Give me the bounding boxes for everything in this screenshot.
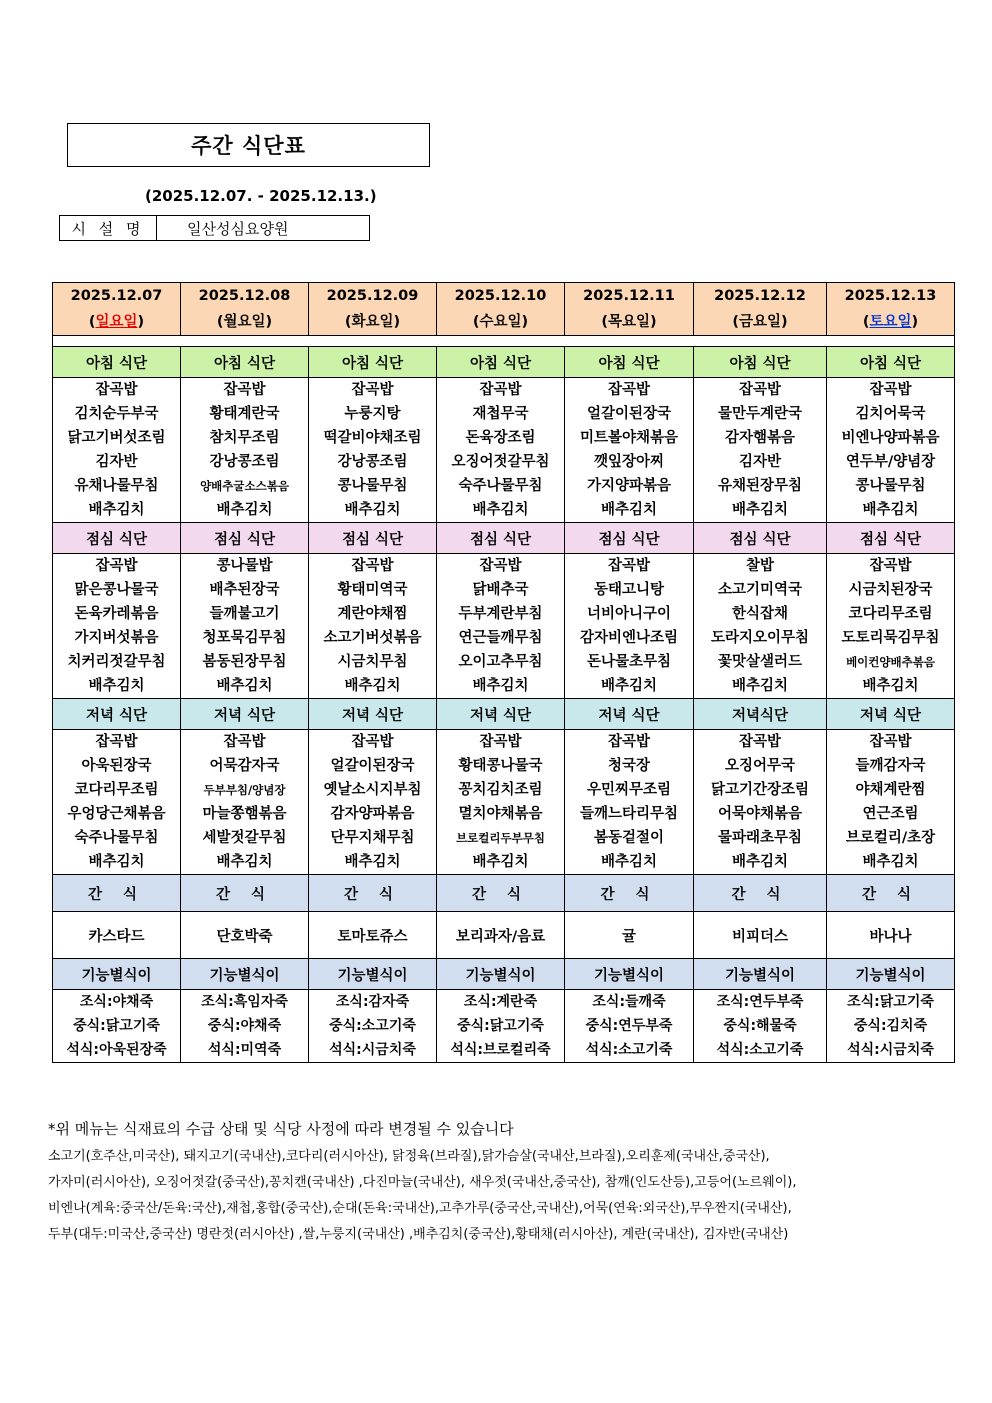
weekly-menu-table <box>52 282 955 1063</box>
lunch-menu-item: 계란야채찜 <box>337 606 408 622</box>
notes-line: 소고기(호주산,미국산), 돼지고기(국내산),코다리(러시아산), 닭정육(브라질),닭가슴살(국내산,브라질),오리훈제(국내산,중국산), <box>48 1149 770 1164</box>
breakfast-menu-item: 배추김치 <box>216 502 273 518</box>
weekday-label: 토요일 <box>869 314 912 330</box>
dinner-menu-item: 잡곡밥 <box>351 734 394 750</box>
dinner-header: 저녁 식단 <box>53 699 181 730</box>
date-cell <box>565 283 694 336</box>
date-cell <box>827 283 955 336</box>
dinner-menu-item: 꽁치김치조림 <box>458 782 543 798</box>
breakfast-menu-item: 콩나물무침 <box>855 478 926 494</box>
breakfast-menu-item: 깻잎장아찌 <box>593 454 665 470</box>
breakfast-header: 아침 식단 <box>827 347 955 378</box>
paren-open: ( <box>344 314 352 330</box>
snack-item: 토마토쥬스 <box>309 912 437 959</box>
paren-open: ( <box>732 314 739 330</box>
dinner-header: 저녁식단 <box>694 699 827 730</box>
facility-name: 일산성심요양원 <box>187 219 289 238</box>
dinner-menu-item: 배추김치 <box>88 854 145 870</box>
snack-header: 간 식 <box>437 875 565 912</box>
func-diet-header: 기능별식이 <box>309 959 437 990</box>
breakfast-header: 아침 식단 <box>437 347 565 378</box>
dinner-menu-cell <box>53 730 181 875</box>
lunch-header: 점심 식단 <box>827 523 955 554</box>
breakfast-menu-item: 양배추굴소스볶음 <box>200 479 289 493</box>
snack-item: 카스타드 <box>53 912 181 959</box>
lunch-header: 점심 식단 <box>181 523 309 554</box>
breakfast-menu-item: 김자반 <box>738 454 782 470</box>
lunch-menu-item: 잡곡밥 <box>479 558 522 574</box>
lunch-menu-item: 배추김치 <box>731 678 789 694</box>
breakfast-menu-cell <box>181 378 309 523</box>
func-diet-item: 중식:닭고기죽 <box>73 1018 160 1034</box>
func-diet-item: 중식:김치죽 <box>853 1018 928 1034</box>
lunch-menu-item: 배추김치 <box>600 678 658 694</box>
breakfast-menu-item: 잡곡밥 <box>223 382 266 398</box>
breakfast-header: 아침 식단 <box>309 347 437 378</box>
dinner-menu-item: 오징어무국 <box>724 758 796 774</box>
paren-open: ( <box>601 314 608 330</box>
breakfast-menu-item: 참치무조림 <box>209 430 280 446</box>
lunch-menu-item: 닭배추국 <box>472 582 529 598</box>
lunch-header: 점심 식단 <box>565 523 694 554</box>
date-label: 2025.12.11 <box>583 288 675 304</box>
lunch-menu-item: 돈나물초무침 <box>586 654 672 670</box>
dinner-menu-item: 배추김치 <box>862 854 919 870</box>
dinner-menu-item: 들깨감자국 <box>855 758 926 774</box>
breakfast-menu-item: 콩나물무침 <box>337 478 408 494</box>
lunch-menu-item: 잡곡밥 <box>869 558 912 574</box>
breakfast-header: 아침 식단 <box>565 347 694 378</box>
dinner-menu-cell <box>565 730 694 875</box>
dinner-menu-item: 세발젓갈무침 <box>202 830 287 846</box>
breakfast-menu-item: 잡곡밥 <box>479 382 522 398</box>
lunch-menu-item: 감자비엔나조림 <box>579 630 679 646</box>
date-label: 2025.12.10 <box>454 288 547 304</box>
lunch-header: 점심 식단 <box>694 523 827 554</box>
date-cell <box>181 283 309 336</box>
breakfast-menu-item: 얼갈이된장국 <box>586 406 672 422</box>
weekday-label: 금요일 <box>738 314 782 330</box>
dinner-menu-item: 들깨느타리무침 <box>579 806 679 822</box>
breakfast-menu-item: 물만두계란국 <box>717 406 803 422</box>
dinner-menu-item: 어묵감자국 <box>209 758 280 774</box>
func-diet-cell <box>309 990 437 1063</box>
dinner-menu-item: 연근조림 <box>862 806 919 822</box>
func-diet-item: 조식:감자죽 <box>335 994 410 1010</box>
func-diet-header: 기능별식이 <box>827 959 955 990</box>
func-diet-cell <box>53 990 181 1063</box>
func-diet-item: 조식:흑임자죽 <box>201 994 288 1010</box>
breakfast-menu-item: 황태계란국 <box>209 406 280 422</box>
breakfast-menu-item: 떡갈비야채조림 <box>323 430 422 446</box>
weekday-label: 목요일 <box>607 314 651 330</box>
dinner-menu-item: 닭고기간장조림 <box>710 782 810 798</box>
weekday-label: 화요일 <box>351 314 394 330</box>
date-label: 2025.12.07 <box>70 288 163 304</box>
func-diet-header: 기능별식이 <box>181 959 309 990</box>
lunch-menu-cell <box>827 554 955 699</box>
breakfast-menu-item: 비엔나양파볶음 <box>841 430 940 446</box>
dinner-menu-item: 감자양파볶음 <box>330 806 415 822</box>
notes-line: 가자미(러시아산), 오징어젓갈(중국산),꽁치캔(국내산) ,다진마늘(국내산), 새우젓(국내산,중국산), 참깨(인도산등),고등어(노르웨이), <box>48 1175 797 1190</box>
lunch-menu-item: 청포묵김무침 <box>202 630 287 646</box>
dinner-menu-cell <box>827 730 955 875</box>
dinner-menu-item: 멸치야채볶음 <box>458 806 543 822</box>
notes-heading: *위 메뉴는 식재료의 수급 상태 및 식당 사정에 따라 변경될 수 있습니다 <box>48 1120 514 1138</box>
lunch-menu-item: 잡곡밥 <box>95 558 138 574</box>
paren-close: ) <box>521 314 529 330</box>
breakfast-menu-item: 숙주나물무침 <box>458 478 543 494</box>
breakfast-menu-item: 강낭콩조림 <box>209 454 280 470</box>
paren-close: ) <box>265 314 273 330</box>
page-title: 주간 식단표 <box>67 123 430 167</box>
func-diet-item: 석식:시금치죽 <box>329 1042 416 1058</box>
func-diet-item: 중식:연두부죽 <box>585 1018 673 1034</box>
lunch-menu-item: 오이고추무침 <box>458 654 543 670</box>
func-diet-item: 석식:아욱된장죽 <box>66 1042 167 1058</box>
breakfast-menu-cell <box>53 378 181 523</box>
notes-line: 비엔나(계육:중국산/돈육:국산),재첩,홍합(중국산),순대(돈육:국내산),고추가루(중국산,국내산),어묵(연육:외국산),무우짠지(국내산), <box>48 1201 792 1216</box>
func-diet-cell <box>437 990 565 1063</box>
dinner-menu-item: 배추김치 <box>731 854 789 870</box>
lunch-menu-item: 잡곡밥 <box>351 558 394 574</box>
breakfast-menu-item: 배추김치 <box>344 502 401 518</box>
dinner-menu-item: 옛날소시지부침 <box>323 782 422 798</box>
snack-item: 귤 <box>565 912 694 959</box>
lunch-menu-cell <box>437 554 565 699</box>
breakfast-menu-item: 재첩무국 <box>472 406 529 422</box>
breakfast-menu-item: 돈육장조림 <box>465 430 536 446</box>
dinner-menu-item: 잡곡밥 <box>869 734 912 750</box>
dinner-menu-item: 배추김치 <box>344 854 401 870</box>
breakfast-menu-item: 미트볼야채볶음 <box>579 430 679 446</box>
snack-item: 바나나 <box>827 912 955 959</box>
snack-header: 간 식 <box>181 875 309 912</box>
lunch-menu-item: 시금치된장국 <box>848 582 933 598</box>
lunch-menu-item: 도토리묵김무침 <box>841 630 940 646</box>
breakfast-menu-cell <box>565 378 694 523</box>
lunch-menu-item: 코다리무조림 <box>848 606 933 622</box>
dinner-menu-item: 배추김치 <box>472 854 529 870</box>
lunch-menu-item: 도라지오이무침 <box>710 630 810 646</box>
dinner-menu-item: 잡곡밥 <box>95 734 138 750</box>
lunch-menu-item: 돈육카레볶음 <box>74 606 159 622</box>
date-label: 2025.12.09 <box>326 288 419 304</box>
dinner-menu-item: 숙주나물무침 <box>74 830 159 846</box>
lunch-menu-item: 한식잡채 <box>731 606 789 622</box>
breakfast-header: 아침 식단 <box>694 347 827 378</box>
snack-item: 비피더스 <box>694 912 827 959</box>
date-label: 2025.12.13 <box>844 288 937 304</box>
dinner-menu-item: 잡곡밥 <box>738 734 782 750</box>
dinner-menu-cell <box>309 730 437 875</box>
lunch-menu-item: 찰밥 <box>745 558 774 574</box>
lunch-menu-item: 배추김치 <box>472 678 529 694</box>
paren-close: ) <box>650 314 657 330</box>
lunch-header: 점심 식단 <box>53 523 181 554</box>
snack-item: 보리과자/음료 <box>437 912 565 959</box>
paren-open: ( <box>88 314 96 330</box>
dinner-header: 저녁 식단 <box>309 699 437 730</box>
weekday-label: 수요일 <box>479 314 522 330</box>
func-diet-item: 조식:닭고기죽 <box>847 994 934 1010</box>
dinner-menu-item: 봄동겉절이 <box>593 830 665 846</box>
date-cell <box>437 283 565 336</box>
func-diet-cell <box>181 990 309 1063</box>
dinner-header: 저녁 식단 <box>827 699 955 730</box>
lunch-menu-item: 황태미역국 <box>337 582 408 598</box>
paren-close: ) <box>781 314 788 330</box>
dinner-menu-item: 어묵야채볶음 <box>717 806 803 822</box>
dinner-menu-item: 배추김치 <box>600 854 658 870</box>
snack-header: 간 식 <box>53 875 181 912</box>
func-diet-cell <box>694 990 827 1063</box>
breakfast-menu-item: 배추김치 <box>88 502 145 518</box>
lunch-menu-item: 베이컨양배추볶음 <box>846 655 935 669</box>
func-diet-item: 석식:소고기죽 <box>585 1042 673 1058</box>
paren-open: ( <box>862 314 870 330</box>
date-cell <box>309 283 437 336</box>
date-row <box>53 283 955 336</box>
func-diet-cell <box>565 990 694 1063</box>
paren-close: ) <box>911 314 919 330</box>
dinner-menu-cell <box>694 730 827 875</box>
breakfast-menu-item: 잡곡밥 <box>607 382 651 398</box>
breakfast-menu-item: 배추김치 <box>472 502 529 518</box>
dinner-header: 저녁 식단 <box>565 699 694 730</box>
facility-box <box>59 215 370 241</box>
lunch-menu-cell <box>565 554 694 699</box>
breakfast-menu-cell <box>827 378 955 523</box>
lunch-header: 점심 식단 <box>309 523 437 554</box>
dinner-menu-item: 우엉당근채볶음 <box>67 806 166 822</box>
breakfast-menu-item: 유채된장무침 <box>717 478 803 494</box>
breakfast-menu-item: 가지양파볶음 <box>586 478 672 494</box>
lunch-menu-item: 소고기버섯볶음 <box>323 630 422 646</box>
dinner-header: 저녁 식단 <box>181 699 309 730</box>
dinner-menu-item: 잡곡밥 <box>607 734 651 750</box>
date-label: 2025.12.08 <box>198 288 291 304</box>
breakfast-menu-item: 닭고기버섯조림 <box>67 430 166 446</box>
lunch-menu-item: 배추김치 <box>216 678 273 694</box>
weekday-label: 일요일 <box>95 314 138 330</box>
lunch-menu-item: 배추김치 <box>88 678 145 694</box>
snack-item: 단호박죽 <box>181 912 309 959</box>
breakfast-menu-item: 잡곡밥 <box>95 382 138 398</box>
paren-open: ( <box>216 314 224 330</box>
func-diet-item: 석식:시금치죽 <box>847 1042 934 1058</box>
date-label: 2025.12.12 <box>714 288 806 304</box>
dinner-menu-item: 배추김치 <box>216 854 273 870</box>
dinner-menu-cell <box>437 730 565 875</box>
facility-label: 시 설 명 <box>60 216 157 240</box>
breakfast-menu-cell <box>694 378 827 523</box>
lunch-menu-item: 배추된장국 <box>209 582 280 598</box>
menu-period: (2025.12.07. - 2025.12.13.) <box>145 187 377 205</box>
dinner-menu-item: 황태콩나물국 <box>458 758 543 774</box>
dinner-menu-item: 잡곡밥 <box>479 734 522 750</box>
dinner-menu-item: 야채계란찜 <box>855 782 926 798</box>
lunch-menu-cell <box>53 554 181 699</box>
lunch-menu-item: 봄동된장무침 <box>202 654 287 670</box>
breakfast-header: 아침 식단 <box>53 347 181 378</box>
func-diet-item: 조식:연두부죽 <box>716 994 804 1010</box>
dinner-menu-item: 마늘쫑햄볶음 <box>202 806 287 822</box>
breakfast-menu-item: 배추김치 <box>862 502 919 518</box>
breakfast-menu-cell <box>437 378 565 523</box>
func-diet-item: 중식:야채죽 <box>207 1018 282 1034</box>
func-diet-header: 기능별식이 <box>565 959 694 990</box>
dinner-menu-item: 브로컬리/초장 <box>845 830 936 846</box>
lunch-menu-item: 소고기미역국 <box>717 582 803 598</box>
breakfast-menu-item: 누룽지탕 <box>344 406 401 422</box>
snack-header: 간 식 <box>694 875 827 912</box>
dinner-menu-item: 두부부침/양념장 <box>203 783 286 797</box>
breakfast-menu-item: 강낭콩조림 <box>337 454 408 470</box>
lunch-menu-item: 가지버섯볶음 <box>74 630 159 646</box>
func-diet-item: 석식:미역죽 <box>207 1042 282 1058</box>
dinner-menu-item: 청국장 <box>607 758 651 774</box>
paren-close: ) <box>393 314 401 330</box>
snack-header: 간 식 <box>827 875 955 912</box>
breakfast-menu-item: 잡곡밥 <box>738 382 782 398</box>
func-diet-item: 조식:계란죽 <box>463 994 538 1010</box>
snack-header: 간 식 <box>565 875 694 912</box>
lunch-menu-item: 동태고니탕 <box>593 582 665 598</box>
func-diet-item: 중식:해물죽 <box>723 1018 797 1034</box>
breakfast-menu-item: 잡곡밥 <box>351 382 394 398</box>
func-diet-item: 석식:소고기죽 <box>716 1042 804 1058</box>
origin-notes <box>48 1118 948 1248</box>
lunch-menu-item: 배추김치 <box>862 678 919 694</box>
dinner-menu-item: 우민찌무조림 <box>586 782 672 798</box>
paren-open: ( <box>472 314 480 330</box>
dinner-menu-item: 물파래초무침 <box>717 830 803 846</box>
lunch-header: 점심 식단 <box>437 523 565 554</box>
func-diet-item: 석식:브로컬리죽 <box>450 1042 551 1058</box>
func-diet-item: 조식:야채죽 <box>79 994 154 1010</box>
lunch-menu-cell <box>694 554 827 699</box>
breakfast-menu-item: 김치어묵국 <box>855 406 926 422</box>
func-diet-item: 중식:소고기죽 <box>329 1018 416 1034</box>
breakfast-menu-cell <box>309 378 437 523</box>
dinner-menu-cell <box>181 730 309 875</box>
lunch-menu-item: 너비아니구이 <box>586 606 672 622</box>
lunch-menu-cell <box>181 554 309 699</box>
func-diet-cell <box>827 990 955 1063</box>
date-cell <box>53 283 181 336</box>
breakfast-menu-item: 김치순두부국 <box>74 406 159 422</box>
lunch-menu-item: 잡곡밥 <box>607 558 651 574</box>
func-diet-header: 기능별식이 <box>694 959 827 990</box>
func-diet-header: 기능별식이 <box>437 959 565 990</box>
breakfast-menu-item: 감자햄볶음 <box>724 430 796 446</box>
dinner-header: 저녁 식단 <box>437 699 565 730</box>
breakfast-menu-item: 연두부/양념장 <box>845 454 936 470</box>
dinner-menu-item: 잡곡밥 <box>223 734 266 750</box>
lunch-menu-item: 콩나물밥 <box>216 558 273 574</box>
date-cell <box>694 283 827 336</box>
lunch-menu-item: 맑은콩나물국 <box>74 582 159 598</box>
dinner-menu-item: 아욱된장국 <box>81 758 152 774</box>
dinner-menu-item: 얼갈이된장국 <box>330 758 415 774</box>
func-diet-item: 중식:닭고기죽 <box>457 1018 544 1034</box>
breakfast-menu-item: 김자반 <box>95 454 138 470</box>
lunch-menu-item: 두부계란부침 <box>458 606 543 622</box>
func-diet-item: 조식:들깨죽 <box>592 994 666 1010</box>
weekday-label: 월요일 <box>223 314 266 330</box>
dinner-menu-item: 코다리무조림 <box>74 782 159 798</box>
paren-close: ) <box>137 314 145 330</box>
lunch-menu-item: 연근들깨무침 <box>458 630 543 646</box>
lunch-menu-item: 시금치무침 <box>337 654 408 670</box>
lunch-menu-item: 치커리젓갈무침 <box>67 654 166 670</box>
lunch-menu-item: 배추김치 <box>344 678 401 694</box>
breakfast-menu-item: 오징어젓갈무침 <box>451 454 550 470</box>
dinner-menu-item: 브로컬리두부무침 <box>456 831 545 845</box>
breakfast-header: 아침 식단 <box>181 347 309 378</box>
lunch-menu-item: 들깨불고기 <box>209 606 280 622</box>
snack-header: 간 식 <box>309 875 437 912</box>
breakfast-menu-item: 배추김치 <box>731 502 789 518</box>
lunch-menu-cell <box>309 554 437 699</box>
notes-line: 두부(대두:미국산,중국산) 명란젓(러시아산) ,쌀,누룽지(국내산) ,배추김치(중국산),황태채(러시아산), 계란(국내산), 김자반(국내산) <box>48 1227 789 1242</box>
breakfast-menu-item: 배추김치 <box>600 502 658 518</box>
func-diet-header: 기능별식이 <box>53 959 181 990</box>
dinner-menu-item: 단무지채무침 <box>330 830 415 846</box>
breakfast-menu-item: 유채나물무침 <box>74 478 159 494</box>
breakfast-menu-item: 잡곡밥 <box>869 382 912 398</box>
lunch-menu-item: 꽃맛살샐러드 <box>717 654 803 670</box>
